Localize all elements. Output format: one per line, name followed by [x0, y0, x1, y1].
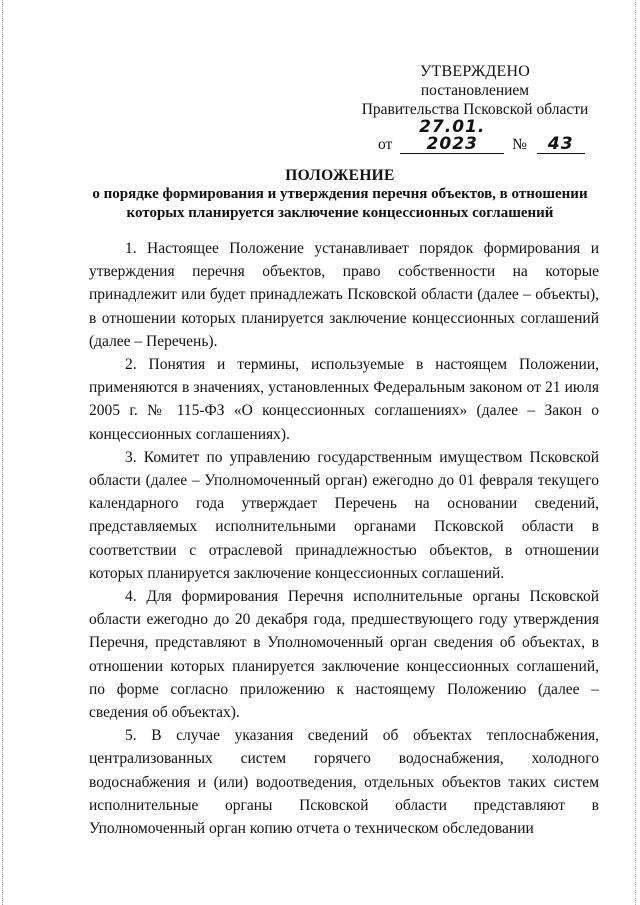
paragraph-1: 1. Настоящее Положение устанавливает порядок формирования и утверждения перечня объектов, право собственности на которые принадлежит или будет принадлежать Псковской области (далее – объекты), в отношении которых планируется заключение концессионных соглашений (далее – Перечень).: [89, 240, 599, 350]
paragraph-3: 3. Комитет по управлению государственным имуществом Псковской области (далее – Уполномоченный орган) ежегодно до 01 февраля текущего календарного года утверждает Перечень на основании сведений, представляемых исполнительными органами Псковской области в соответствии с отраслевой принадлежностью объектов, в отношении которых планируется заключение концессионных соглашений.: [89, 448, 599, 582]
paragraph-4: 4. Для формирования Перечня исполнительные органы Псковской области ежегодно до 20 декабря года, предшествующего году утверждения Перечня, представляют в Уполномоченный орган сведения об объектах, в отношении которых планируется заключение концессионных соглашений, по форме согласно приложению к настоящему Положению (далее – сведения об объектах).: [89, 588, 599, 722]
paragraph-2: 2. Понятия и термины, используемые в настоящем Положении, применяются в значениях, установленных Федеральным законом от 21 июля 2005 г. № 115-ФЗ «О концессионных соглашениях» (далее – Закон о концессионных соглашениях).: [89, 356, 599, 443]
approval-block: [360, 62, 590, 154]
date-prefix: от: [378, 136, 393, 153]
approval-date-line: [360, 119, 590, 154]
document-body: [89, 237, 599, 840]
document-title: ПОЛОЖЕНИЕ: [285, 167, 395, 184]
number-sign: №: [512, 136, 527, 153]
paragraph-5: 5. В случае указания сведений об объектах теплоснабжения, централизованных систем горячего водоснабжения, холодного водоснабжения и (или) водоотведения, отдельных объектов таких систем исполнительные органы Псковской области представляют в Уполномоченный орган копию отчета о техническом обследовании: [89, 727, 599, 838]
document-subtitle: о порядке формирования и утверждения перечня объектов, в отношении которых планируется заключение концессионных соглашений: [92, 186, 588, 221]
scan-edge-left: [2, 0, 4, 905]
handwritten-date: 27.01. 2023: [400, 119, 504, 154]
handwritten-number: 43: [537, 136, 585, 154]
approval-line-1: постановлением: [420, 82, 530, 99]
document-heading: [80, 166, 600, 223]
approval-title: УТВЕРЖДЕНО: [419, 63, 530, 80]
approval-line-2: Правительства Псковской области: [361, 101, 589, 118]
scan-edge-right: [635, 0, 637, 905]
